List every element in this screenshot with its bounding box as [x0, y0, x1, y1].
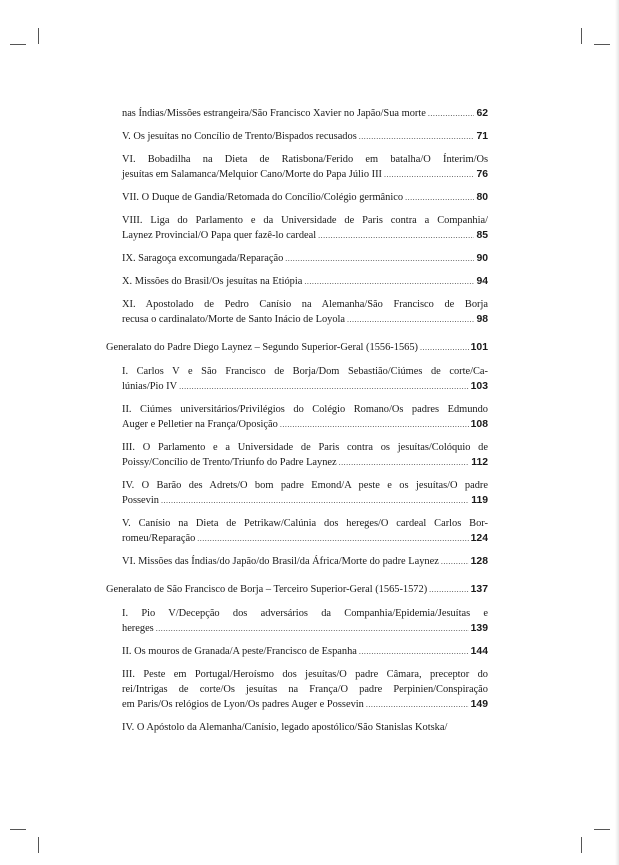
toc-entry-text: X. Missões do Brasil/Os jesuítas na Etiópia: [122, 276, 303, 287]
toc-entry-line: V. Canísio na Dieta de Petrikaw/Calúnia dos hereges/O cardeal Carlos Bor-: [122, 518, 488, 529]
toc-entry[interactable]: [106, 606, 488, 636]
toc-page-number: 90: [476, 253, 488, 264]
dot-leader: [304, 274, 474, 289]
toc-page-number: 71: [476, 131, 488, 142]
toc-page-number: 144: [470, 646, 488, 657]
toc-entry[interactable]: [106, 516, 488, 546]
toc-entry-text: Auger e Pelletier na França/Oposição: [122, 419, 278, 430]
toc-entry-line: XI. Apostolado de Pedro Canísio na Alemanha/São Francisco de Borja: [122, 299, 488, 310]
toc-page-number: 98: [476, 314, 488, 325]
toc-entry-line: [122, 417, 488, 432]
dot-leader: [156, 621, 469, 636]
toc-page-number: 128: [470, 556, 488, 567]
toc-entry-text: jesuítas em Salamanca/Melquior Cano/Morte do Papa Júlio III: [122, 169, 382, 180]
toc-page-number: 80: [476, 192, 488, 203]
toc-entry-line: [122, 493, 488, 508]
toc-entry-line: [106, 582, 488, 597]
toc-entry-line: [122, 554, 488, 569]
toc-entry-line: III. Peste em Portugal/Heroísmo dos jesuítas/O padre Câmara, preceptor do: [122, 669, 488, 680]
toc-entry-text: IX. Saragoça excomungada/Reparação: [122, 253, 284, 264]
toc-page-number: 108: [470, 419, 488, 430]
crop-mark-bottom-left-h: [10, 829, 26, 830]
dot-leader: [359, 129, 475, 144]
dot-leader: [197, 531, 468, 546]
toc-entry-line: [106, 340, 488, 355]
toc-entry-text: em Paris/Os relógios de Lyon/Os padres Auger e Possevin: [122, 699, 364, 710]
toc-entry-line: IV. O Apóstolo da Alemanha/Canísio, legado apostólico/São Stanislas Kotska/: [122, 722, 448, 733]
toc-entry-line: [122, 274, 488, 289]
toc-entry-line: I. Carlos V e São Francisco de Borja/Dom Sebastião/Ciúmes de corte/Ca-: [122, 366, 488, 377]
toc-entry-line: VI. Bobadilha na Dieta de Ratisbona/Ferido em batalha/O Ínterim/Os: [122, 154, 488, 165]
toc-entry[interactable]: [106, 129, 488, 144]
toc-page-number: 94: [476, 276, 488, 287]
toc-entry[interactable]: [106, 402, 488, 432]
crop-mark-bottom-right-v: [581, 837, 582, 853]
crop-mark-top-left-v: [38, 28, 39, 44]
toc-entry[interactable]: [106, 297, 488, 327]
toc-entry-line: rei/Intrigas de corte/Os jesuítas na França/O padre Perpinien/Conspiração: [122, 684, 488, 695]
toc-entry-line: [122, 251, 488, 266]
toc-entry-line: II. Ciúmes universitários/Privilégios do Colégio Romano/Os padres Edmundo: [122, 404, 488, 415]
toc-page-number: 119: [471, 495, 488, 506]
toc-page-number: 62: [476, 108, 488, 119]
toc-entry-text: Generalato de São Francisco de Borja – Terceiro Superior-Geral (1565-1572): [106, 584, 428, 595]
toc-page-number: 137: [470, 584, 488, 595]
toc-entry-text: Possevin: [122, 495, 159, 506]
toc-entry[interactable]: [106, 106, 488, 121]
toc-entry-line: [122, 644, 488, 659]
crop-mark-bottom-left-v: [38, 837, 39, 853]
toc-entry[interactable]: [106, 274, 488, 289]
dot-leader: [441, 554, 469, 569]
toc-entry-text: Laynez Provincial/O Papa quer fazê-lo cardeal: [122, 230, 317, 241]
toc-entry-line: [122, 312, 488, 327]
toc-entry[interactable]: [106, 190, 488, 205]
toc-entry-line: [122, 228, 488, 243]
toc-page-number: 76: [476, 169, 488, 180]
toc-entry-line: [122, 167, 488, 182]
dot-leader: [366, 697, 469, 712]
toc-page-number: 149: [470, 699, 488, 710]
toc-entry[interactable]: [106, 364, 488, 394]
dot-leader: [347, 312, 474, 327]
toc-entry[interactable]: [106, 644, 488, 659]
toc-page-number: 112: [471, 457, 488, 468]
toc-page-number: 85: [476, 230, 488, 241]
toc-page-number: 124: [470, 533, 488, 544]
toc-entry-line: IV. O Barão des Adrets/O bom padre Emond/A peste e os jesuítas/O padre: [122, 480, 488, 491]
toc-chapter-entry[interactable]: [106, 340, 488, 355]
dot-leader: [161, 493, 469, 508]
page-edge-shadow: [615, 0, 619, 865]
toc-entry[interactable]: [106, 720, 488, 735]
dot-leader: [420, 340, 469, 355]
toc-entry[interactable]: [106, 152, 488, 182]
toc-entry-line: [122, 379, 488, 394]
toc-entry-line: VIII. Liga do Parlamento e da Universidade de Paris contra a Companhia/: [122, 215, 488, 226]
dot-leader: [428, 106, 475, 121]
toc-entry-line: [122, 621, 488, 636]
toc-entry-text: Generalato do Padre Diego Laynez – Segundo Superior-Geral (1556-1565): [106, 342, 418, 353]
toc-page-number: 103: [470, 381, 488, 392]
toc-entry[interactable]: [106, 554, 488, 569]
toc-entry-text: VII. O Duque de Gandia/Retomada do Concílio/Colégio germânico: [122, 192, 404, 203]
dot-leader: [339, 455, 470, 470]
toc-entry-text: II. Os mouros de Granada/A peste/Francisco de Espanha: [122, 646, 357, 657]
corner-curl-icon: [605, 0, 619, 12]
crop-mark-top-right-h: [594, 44, 610, 45]
toc-entry-text: nas Índias/Missões estrangeira/São Francisco Xavier no Japão/Sua morte: [122, 108, 426, 119]
dot-leader: [429, 582, 469, 597]
dot-leader: [405, 190, 474, 205]
dot-leader: [359, 644, 469, 659]
toc-entry-text: Poissy/Concílio de Trento/Triunfo do Padre Laynez: [122, 457, 337, 468]
toc-entry-line: [122, 106, 488, 121]
toc-page-number: 139: [470, 623, 488, 634]
toc-entry-line: III. O Parlamento e a Universidade de Paris contra os jesuítas/Colóquio de: [122, 442, 488, 453]
toc-entry-text: VI. Missões das Índias/do Japão/do Brasil/da África/Morte do padre Laynez: [122, 556, 439, 567]
dot-leader: [384, 167, 474, 182]
toc-entry-text: recusa o cardinalato/Morte de Santo Inácio de Loyola: [122, 314, 346, 325]
crop-mark-bottom-right-h: [594, 829, 610, 830]
toc-entry-line: [122, 697, 488, 712]
dot-leader: [280, 417, 469, 432]
toc-entry[interactable]: [106, 440, 488, 470]
toc-entry-text: romeu/Reparação: [122, 533, 196, 544]
dot-leader: [285, 251, 474, 266]
table-of-contents: [106, 106, 488, 743]
toc-entry-line: I. Pio V/Decepção dos adversários da Companhia/Epidemia/Jesuítas e: [122, 608, 488, 619]
toc-page-number: 101: [470, 342, 488, 353]
toc-entry[interactable]: [106, 667, 488, 712]
toc-entry-text: V. Os jesuítas no Concílio de Trento/Bispados recusados: [122, 131, 357, 142]
dot-leader: [179, 379, 469, 394]
toc-entry-text: hereges: [122, 623, 154, 634]
toc-entry[interactable]: [106, 478, 488, 508]
crop-mark-top-right-v: [581, 28, 582, 44]
toc-entry-text: lúnias/Pio IV: [122, 381, 178, 392]
toc-entry[interactable]: [106, 213, 488, 243]
dot-leader: [318, 228, 474, 243]
toc-entry-line: [122, 455, 488, 470]
toc-entry-line: [122, 129, 488, 144]
toc-chapter-entry[interactable]: [106, 582, 488, 597]
crop-mark-top-left-h: [10, 44, 26, 45]
toc-entry-line: [122, 531, 488, 546]
toc-entry-line: [122, 190, 488, 205]
toc-entry[interactable]: [106, 251, 488, 266]
